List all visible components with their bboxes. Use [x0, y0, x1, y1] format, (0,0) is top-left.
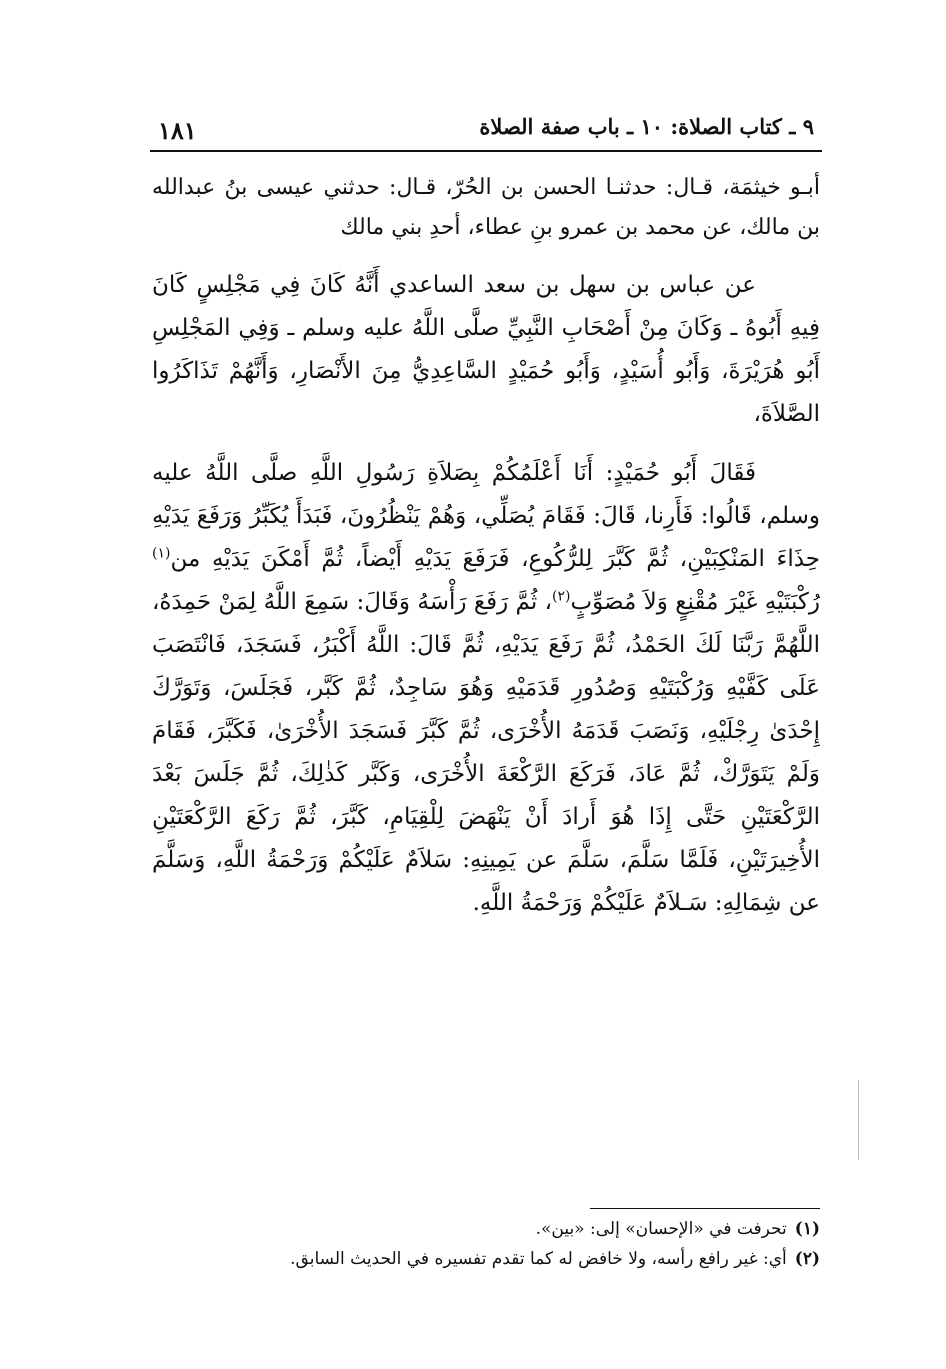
footnote-rule [590, 1208, 820, 1209]
isnad-paragraph: أبـو خيثمَة، قـال: حدثنـا الحسن بن الحُرّ، قـال: حدثني عيسى بنُ عبدالله بن مالك، عن محمد بن عمرو بنِ عطاء، أحدِ بني مالك [152, 175, 820, 240]
paragraph-text: فَقَالَ أَبُو حُمَيْدٍ: أَنَا أَعْلَمُكُمْ بِصَلاَةِ رَسُولِ اللَّهِ صلَّى اللَّهُ عليه وسلم، قَالُوا: فَأَرِنا، قَالَ: فَقَامَ يُصَلِّي، وَهُمْ يَنْظُرُونَ، فَبَدَأَ يُكَبِّرُ وَرَفَعَ يَدَيْهِ حِذَاءَ المَنْكِبَيْنِ، ثُمَّ كَبَّرَ لِلرُّكُوعِ، فَرَفَعَ يَدَيْهِ أَيْضاً، ثُمَّ أَمْكَنَ يَدَيْهِ من [152, 460, 820, 572]
page-number: ١٨١ [158, 116, 197, 145]
paragraph-text: ، ثُمَّ رَفَعَ رَأْسَهُ وَقَالَ: سَمِعَ اللَّهُ لِمَنْ حَمِدَهُ، اللَّهُمَّ رَبَّنَا لَكَ الحَمْدُ، ثُمَّ رَفَعَ يَدَيْهِ، ثُمَّ قَالَ: اللَّهُ أَكْبَرُ، فَسَجَدَ، فَانْتَصَبَ عَلَى كَفَّيْهِ وَرُكْبَتَيْهِ وَصُدُورِ قَدَمَيْهِ وَهُوَ سَاجِدٌ، ثُمَّ كَبَّر، فَجَلَسَ، وَتَوَرَّكَ إِحْدَىٰ رِجْلَيْهِ، وَنَصَبَ قَدَمَهُ الأُخْرَى، ثُمَّ كَبَّرَ فَسَجَدَ الأُخْرَىٰ، فَكَبَّرَ، فَقَامَ وَلَمْ يَتَوَرَّكْ، ثُمَّ عَادَ، فَرَكَعَ الرَّكْعَةَ الأُخْرَى، وَكَبَّر كَذٰلِكَ، ثُمَّ جَلَسَ بَعْدَ الرَّكْعَتَيْنِ حَتَّى إِذَا هُوَ أَرادَ أَنْ يَنْهَضَ لِلْقِيَامِ، كَبَّرَ، ثُمَّ رَكَعَ الرَّكْعَتَيْنِ الأُخِيرَتَيْنِ، فَلَمَّا سَلَّمَ، سَلَّمَ عن يَمِينِهِ: سَلاَمٌ عَلَيْكُمْ وَرَحْمَةُ اللَّهِ، وَسَلَّمَ عن شِمَالِهِ: سَـلاَمٌ عَلَيْكُمْ وَرَحْمَةُ اللَّهِ. [152, 589, 820, 916]
footnote-mark: (٢) [794, 1249, 820, 1269]
footnote-2 [152, 1244, 820, 1274]
running-title: ٩ ـ كتاب الصلاة: ١٠ ـ باب صفة الصلاة [479, 114, 814, 139]
header-rule [150, 150, 822, 152]
footnote-text: أي: غير رافع رأسه، ولا خافض له كما تقدم تفسيره في الحديث السابق. [290, 1249, 787, 1269]
hadith-paragraph-2 [152, 452, 820, 925]
footnote-ref-1[interactable]: (١) [152, 545, 171, 562]
footnote-text: تحرفت في «الإحسان» إلى: «بين». [535, 1219, 787, 1239]
paragraph-text: رُكْبَتَيْهِ غَيْرَ مُقْنِعٍ وَلاَ مُصَوِّبٍ [570, 589, 820, 615]
page-header [150, 108, 822, 150]
footnote-ref-2[interactable]: (٢) [552, 588, 571, 605]
hadith-paragraph-1: عن عباس بن سهل بن سعد الساعدي أَنَّهُ كَانَ فِي مَجْلِسٍ كَانَ فِيهِ أَبُوهُ ـ وَكَانَ مِنْ أَصْحَابِ النَّبِيِّ صلَّى اللَّهُ عليه وسلم ـ وَفِي المَجْلِسِ أَبُو هُرَيْرَةَ، وَأَبُو أُسَيْدٍ، وَأَبُو حُمَيْدٍ السَّاعِدِيُّ مِنَ الأَنْصَارِ، وَأَنَّهُمْ تَذَاكَرُوا الصَّلاَةَ، [152, 272, 820, 427]
main-text [152, 168, 820, 925]
margin-mark [858, 1080, 859, 1160]
footnotes [152, 1214, 820, 1274]
footnote-1 [152, 1214, 820, 1244]
footnote-mark: (١) [794, 1219, 820, 1239]
